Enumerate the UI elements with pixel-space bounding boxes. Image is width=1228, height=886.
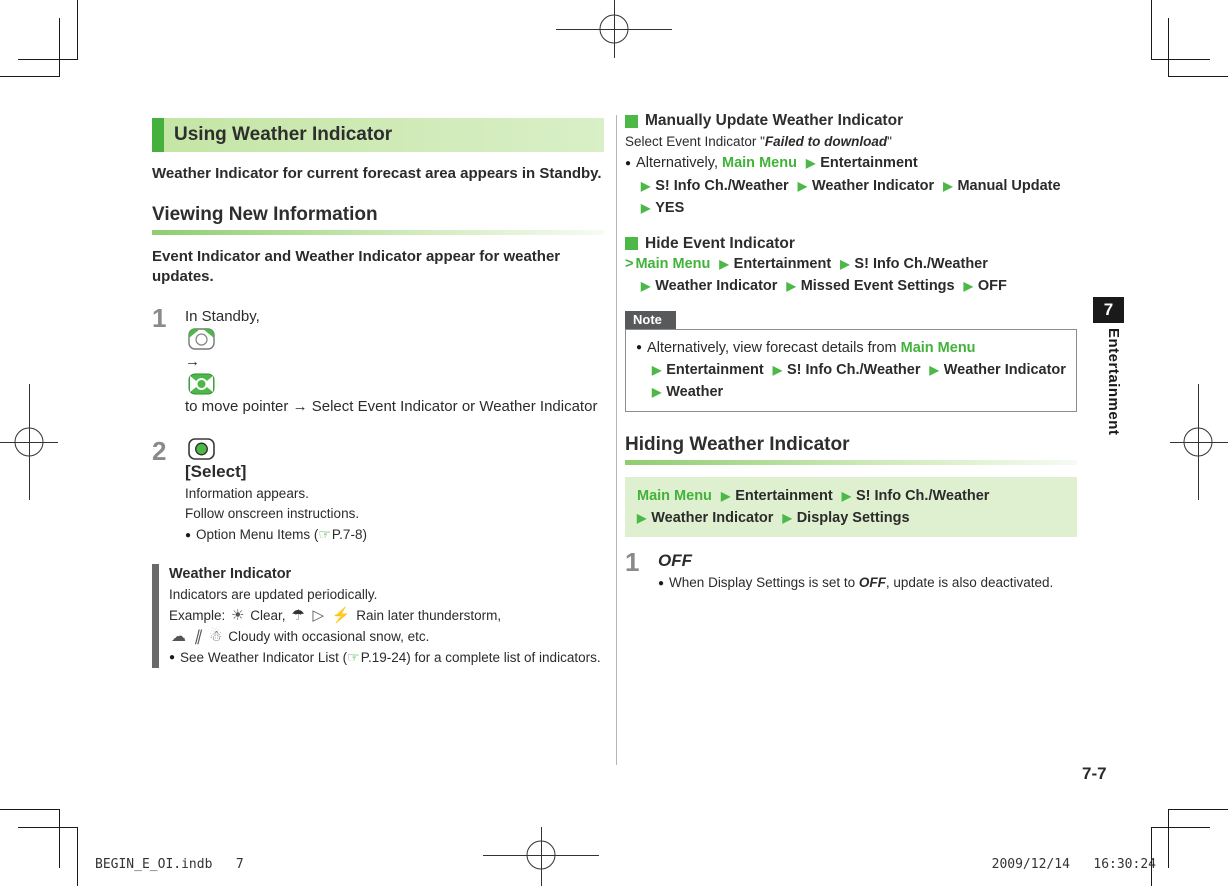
step-2-action	[185, 438, 604, 484]
path-item: S! Info Ch./Weather	[855, 488, 990, 504]
step-2	[152, 438, 604, 546]
path-arrow-icon: ▶	[652, 385, 662, 399]
weather-note-example	[169, 605, 604, 626]
note-path-line-1	[636, 337, 1066, 360]
hide-event-heading	[625, 235, 1077, 253]
example-label: Example:	[169, 607, 226, 623]
bullet-icon: ●	[658, 577, 665, 589]
path-arrow-icon: ▶	[719, 256, 729, 271]
path-item: Entertainment	[666, 362, 764, 378]
step-2-note-2: Follow onscreen instructions.	[185, 506, 360, 521]
bullet-icon: ●	[625, 157, 632, 169]
footer-filename: BEGIN_E_OI.indb 7	[95, 857, 244, 872]
main-menu-label: Main Menu	[635, 255, 711, 272]
path-arrow-icon: ▶	[641, 200, 651, 215]
manual-update-alt-path-line-3	[625, 197, 1077, 219]
left-column	[152, 118, 604, 668]
hide-event-path-line-1	[625, 253, 1077, 275]
path-arrow-icon: ▶	[641, 278, 651, 293]
step-1-body	[185, 305, 604, 418]
step-2-body	[185, 438, 604, 546]
path-item: Weather Indicator	[655, 277, 778, 294]
step-2-bullet	[185, 524, 604, 546]
path-arrow-icon: ▶	[841, 489, 851, 503]
failed-to-download-label: Failed to download	[764, 134, 888, 149]
sun-icon: ☀	[231, 606, 245, 624]
step-1-number: 1	[152, 303, 167, 333]
path-item: Weather Indicator	[943, 362, 1066, 378]
off-value-label: OFF	[858, 575, 886, 590]
path-item: S! Info Ch./Weather	[854, 255, 988, 272]
step-1-text-pre: In Standby,	[185, 308, 260, 325]
note-path-line-2	[636, 359, 1066, 381]
hiding-path-line-2	[637, 507, 1065, 529]
display-settings-text-post: , update is also deactivated.	[885, 575, 1054, 590]
footer-timestamp: 2009/12/14 16:30:24	[991, 857, 1156, 872]
path-item: Entertainment	[820, 155, 918, 171]
intro-paragraph: Weather Indicator for current forecast area appears in Standby.	[152, 165, 602, 182]
standby-key-icon	[188, 328, 215, 350]
path-arrow-icon: ▶	[929, 363, 939, 377]
path-item: Entertainment	[735, 488, 833, 504]
path-item: Weather Indicator	[811, 177, 935, 194]
path-arrow-icon: ▶	[797, 178, 807, 193]
manual-update-instruction	[625, 132, 1077, 152]
later-triangle-icon: ▷	[312, 606, 325, 624]
path-item: Missed Event Settings	[800, 277, 955, 294]
display-settings-text-pre: When Display Settings is set to	[669, 575, 859, 590]
path-arrow-icon: ▶	[772, 363, 782, 377]
select-key-icon	[188, 438, 215, 460]
arrow-icon: →	[292, 398, 308, 415]
chapter-label: Entertainment	[1105, 328, 1122, 436]
page-ref-hand-icon: ☞	[318, 526, 331, 542]
manual-update-alt-path-line-2	[625, 175, 1077, 197]
hiding-step-value: OFF	[658, 551, 692, 570]
title-accent-bar	[152, 118, 164, 152]
path-item: Manual Update	[957, 177, 1061, 194]
rain-lines-icon: ∥	[193, 627, 202, 645]
path-item: YES	[655, 199, 685, 216]
hiding-step-1	[625, 549, 1077, 594]
weather-indicator-note	[152, 564, 604, 669]
note-label: Note	[625, 311, 676, 329]
rain-label: Rain later thunderstorm,	[356, 607, 502, 623]
weather-note-line-1: Indicators are updated periodically.	[169, 586, 378, 602]
path-item: S! Info Ch./Weather	[787, 362, 921, 378]
note-alt-text: Alternatively, view forecast details from	[647, 339, 897, 356]
indicator-list-text: See Weather Indicator List (	[180, 649, 348, 665]
path-item: Weather	[666, 384, 724, 400]
clear-label: Clear,	[250, 607, 286, 623]
page-ref-hand-icon: ☞	[347, 648, 360, 665]
cloudy-label: Cloudy with occasional snow, etc.	[228, 628, 430, 644]
multi-selector-key-icon	[188, 373, 215, 395]
main-menu-label: Main Menu	[900, 339, 976, 356]
weather-note-bullet	[169, 647, 604, 669]
page-title: Using Weather Indicator	[174, 124, 393, 145]
arrow-icon: →	[185, 353, 200, 370]
manual-update-heading-text: Manually Update Weather Indicator	[645, 112, 904, 129]
note-box	[625, 311, 1077, 413]
option-menu-text: Option Menu Items (	[196, 527, 319, 542]
right-column	[625, 112, 1077, 594]
path-arrow-icon: ▶	[943, 178, 953, 193]
path-arrow-icon: ▶	[805, 156, 816, 170]
page-number: 7-7	[1082, 764, 1107, 783]
hide-event-path-line-2	[625, 275, 1077, 297]
path-item: Display Settings	[796, 510, 910, 526]
lightning-icon: ⚡	[331, 606, 351, 624]
bullet-icon: ●	[185, 529, 192, 541]
hiding-step-bullet	[658, 573, 1077, 594]
select-failed-pre: Select Event Indicator "	[625, 134, 765, 149]
section-title-bar	[152, 118, 604, 152]
path-item: Weather Indicator	[651, 510, 774, 526]
column-divider	[616, 115, 617, 765]
indicator-list-page-ref: P.19-24	[360, 649, 407, 665]
viewing-heading: Viewing New Information	[152, 204, 378, 225]
step-2-number: 2	[152, 436, 167, 466]
path-arrow-icon: ▶	[786, 278, 796, 293]
main-menu-label: Main Menu	[637, 488, 712, 504]
main-menu-label: Main Menu	[722, 155, 797, 171]
square-bullet-icon	[625, 237, 638, 250]
bullet-icon: ●	[169, 652, 176, 663]
cloud-icon: ☁	[171, 627, 186, 645]
weather-note-example-2	[169, 626, 604, 647]
path-gt-icon: >	[625, 255, 634, 272]
hiding-heading: Hiding Weather Indicator	[625, 434, 850, 455]
path-arrow-icon: ▶	[963, 278, 973, 293]
path-arrow-icon: ▶	[641, 178, 651, 193]
hiding-path-line-1	[637, 485, 1065, 507]
umbrella-icon: ☂	[291, 606, 305, 624]
path-arrow-icon: ▶	[637, 511, 647, 525]
hide-event-heading-text: Hide Event Indicator	[645, 234, 795, 252]
path-item: OFF	[977, 277, 1007, 294]
snowman-icon: ☃	[209, 627, 223, 645]
select-key-label: [Select]	[185, 462, 247, 481]
path-arrow-icon: ▶	[840, 256, 850, 271]
path-arrow-icon: ▶	[782, 511, 792, 525]
square-bullet-icon	[625, 115, 638, 128]
note-path-line-3	[636, 381, 1066, 403]
manual-update-alt-path-line-1	[625, 152, 1077, 175]
select-failed-post: "	[887, 134, 892, 149]
hiding-path-box	[625, 477, 1077, 537]
chapter-number-tab: 7	[1093, 297, 1124, 323]
step-1-text-post: Select Event Indicator or Weather Indicator	[311, 398, 598, 415]
manual-update-heading	[625, 112, 1077, 130]
viewing-lead: Event Indicator and Weather Indicator appear for weather updates.	[152, 248, 561, 285]
step-2-note-1: Information appears.	[185, 486, 309, 501]
option-menu-page-ref: P.7-8)	[331, 527, 367, 542]
bullet-icon: ●	[636, 342, 643, 353]
step-1	[152, 305, 604, 418]
note-box-body	[625, 329, 1077, 413]
alternatively-label: Alternatively,	[636, 155, 718, 171]
path-arrow-icon: ▶	[652, 363, 662, 377]
weather-note-title: Weather Indicator	[169, 565, 292, 582]
step-1-text-mid: to move pointer	[185, 398, 289, 415]
path-item: Entertainment	[733, 255, 832, 272]
hiding-heading-rule	[625, 460, 1077, 465]
hiding-step-body	[658, 549, 1077, 594]
hiding-step-number: 1	[625, 547, 640, 577]
path-item: S! Info Ch./Weather	[655, 177, 789, 194]
indicator-list-text-post: ) for a complete list of indicators.	[406, 649, 601, 665]
viewing-heading-rule	[152, 230, 604, 235]
path-arrow-icon: ▶	[720, 489, 731, 503]
